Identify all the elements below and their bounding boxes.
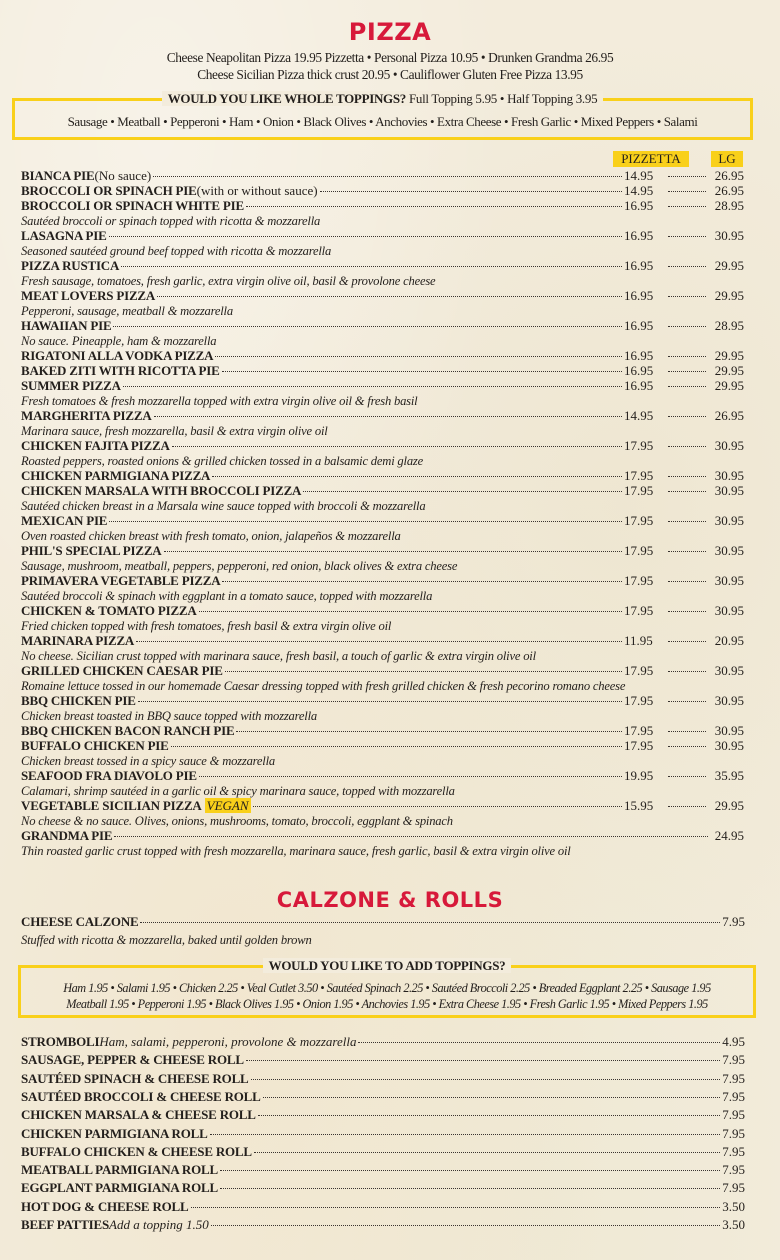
price-pizzetta: 16.95: [624, 288, 654, 303]
dotted-leader: [668, 776, 706, 777]
menu-item-name: CHICKEN PARMIGIANA ROLL: [21, 1125, 208, 1141]
pizza-item-row: [21, 483, 744, 498]
menu-item-name: BUFFALO CHICKEN PIE: [21, 738, 169, 753]
dotted-leader: [211, 1225, 721, 1226]
roll-item-row: [21, 1089, 745, 1104]
pizza-item-row: [21, 378, 744, 393]
dotted-leader: [668, 491, 706, 492]
dotted-leader: [212, 476, 622, 477]
price-pizzetta: 17.95: [624, 543, 654, 558]
price-pizzetta: 17.95: [624, 513, 654, 528]
price-large: 28.95: [714, 198, 744, 213]
dotted-leader: [668, 191, 706, 192]
menu-item-name: HOT DOG & CHEESE ROLL: [21, 1198, 189, 1214]
price-large: 29.95: [714, 378, 744, 393]
dotted-leader: [263, 1097, 721, 1098]
pizza-item-row: [21, 198, 744, 213]
price-large: 29.95: [714, 798, 744, 813]
roll-item-row: [21, 1199, 745, 1214]
dotted-leader: [668, 266, 706, 267]
menu-item-name: PIZZA RUSTICA: [21, 258, 120, 273]
dotted-leader: [668, 356, 706, 357]
dotted-leader: [199, 776, 622, 777]
dotted-leader: [220, 1170, 720, 1171]
menu-item-name: LASAGNA PIE: [21, 228, 107, 243]
dotted-leader: [140, 922, 720, 923]
menu-item-price: 7.95: [722, 1125, 745, 1141]
menu-item-price: 7.95: [722, 1180, 745, 1196]
price-pizzetta: 17.95: [624, 438, 654, 453]
menu-item-name: BAKED ZITI WITH RICOTTA PIE: [21, 363, 220, 378]
dotted-leader: [668, 671, 706, 672]
price-large: 29.95: [714, 363, 744, 378]
menu-item-description: Stuffed with ricotta & mozzarella, baked until golden brown: [21, 933, 312, 947]
whole-toppings-list: Sausage • Meatball • Pepperoni • Ham • Onion • Black Olives • Anchovies • Extra Cheese • Fresh Garlic • Mixed Peppers • Salami: [67, 114, 698, 129]
price-pizzetta: 17.95: [624, 468, 654, 483]
menu-item-description: Chicken breast tossed in a spicy sauce & mozzarella: [21, 754, 275, 768]
dotted-leader: [114, 836, 708, 837]
pizza-item-row: [21, 168, 744, 183]
pizza-item-row: [21, 288, 744, 303]
menu-item-description: Sausage, mushroom, meatball, peppers, pepperoni, red onion, black olives & extra cheese: [21, 559, 458, 573]
pizza-item-row: [21, 693, 744, 708]
price-pizzetta: 16.95: [624, 378, 654, 393]
dotted-leader: [113, 326, 622, 327]
menu-item-name: BUFFALO CHICKEN & CHEESE ROLL: [21, 1143, 252, 1159]
price-large: 29.95: [714, 348, 744, 363]
menu-item-note: (with or without sauce): [196, 183, 318, 198]
menu-item-name: RIGATONI ALLA VODKA PIZZA: [21, 348, 214, 363]
menu-item-row: [21, 914, 745, 929]
menu-item-description: Fried chicken topped with fresh tomatoes, fresh basil & extra virgin olive oil: [21, 619, 392, 633]
menu-item-description: Sautéed broccoli & spinach with eggplant in a tomato sauce, topped with mozzarella: [21, 589, 433, 603]
price-large: 30.95: [714, 663, 744, 678]
menu-item-description: Fresh sausage, tomatoes, fresh garlic, extra virgin olive oil, basil & provolone cheese: [21, 274, 436, 288]
pizza-item-row: [21, 468, 744, 483]
menu-item-name: MEATBALL PARMIGIANA ROLL: [21, 1162, 218, 1178]
menu-item-description: Fresh tomatoes & fresh mozzarella topped with extra virgin olive oil & fresh basil: [21, 394, 418, 408]
menu-item-name: CHEESE CALZONE: [21, 914, 139, 929]
dotted-leader: [251, 1079, 721, 1080]
roll-item-row: [21, 1107, 745, 1122]
price-large: 30.95: [714, 723, 744, 738]
menu-item-name: BROCCOLI OR SPINACH WHITE PIE: [21, 198, 244, 213]
whole-toppings-prices: Full Topping 5.95 • Half Topping 3.95: [406, 91, 598, 106]
menu-item-note: (No sauce): [94, 168, 152, 183]
dotted-leader: [668, 611, 706, 612]
dotted-leader: [225, 671, 622, 672]
price-pizzetta: 16.95: [624, 363, 654, 378]
menu-item-price: 7.95: [722, 1052, 745, 1068]
dotted-leader: [668, 236, 706, 237]
menu-item-name: BROCCOLI OR SPINACH PIE: [21, 183, 197, 198]
pizza-item-row: [21, 798, 744, 813]
menu-item-price: 7.95: [722, 914, 745, 929]
dotted-leader: [358, 1042, 720, 1043]
roll-item-row: [21, 1126, 745, 1141]
pizza-item-row: [21, 573, 744, 588]
price-large: 26.95: [714, 408, 744, 423]
calzone-section-title: CALZONE & ROLLS: [276, 888, 504, 912]
dotted-leader: [210, 1134, 721, 1135]
menu-item-price: 4.95: [722, 1034, 745, 1049]
menu-item-name: MARINARA PIZZA: [21, 633, 135, 648]
dotted-leader: [109, 236, 622, 237]
price-large: 28.95: [714, 318, 744, 333]
menu-item-description: Romaine lettuce tossed in our homemade Caesar dressing topped with fresh grilled chicken & fresh pecorino romano cheese: [21, 679, 626, 693]
dotted-leader: [109, 521, 622, 522]
pizza-item-row: [21, 603, 744, 618]
menu-item-description: Sautéed chicken breast in a Marsala wine sauce topped with broccoli & mozzarella: [21, 499, 426, 513]
price-pizzetta: 17.95: [624, 723, 654, 738]
price-pizzetta: 17.95: [624, 573, 654, 588]
menu-item-description: Thin roasted garlic crust topped with fresh mozzarella, marinara sauce, fresh garlic, basil & extra virgin olive oil: [21, 844, 571, 858]
roll-item-row: [21, 1144, 745, 1159]
roll-item-row: [21, 1162, 745, 1177]
menu-item-description: Marinara sauce, fresh mozzarella, basil & extra virgin olive oil: [21, 424, 328, 438]
pizza-item-row: [21, 738, 744, 753]
pizza-item-row: [21, 228, 744, 243]
dotted-leader: [668, 416, 706, 417]
price-large: 30.95: [714, 603, 744, 618]
price-pizzetta: 17.95: [624, 738, 654, 753]
price-pizzetta: 16.95: [624, 228, 654, 243]
add-toppings-caption: [21, 958, 753, 974]
menu-item-description: Seasoned sautéed ground beef topped with ricotta & mozzarella: [21, 244, 332, 258]
price-large: 24.95: [714, 828, 744, 843]
price-large: 30.95: [714, 483, 744, 498]
price-pizzetta: 14.95: [624, 168, 654, 183]
menu-item-description: Calamari, shrimp sautéed in a garlic oil & spicy marinara sauce, topped with mozzarella: [21, 784, 455, 798]
menu-item-name: PRIMAVERA VEGETABLE PIZZA: [21, 573, 221, 588]
whole-toppings-question: WOULD YOU LIKE WHOLE TOPPINGS?: [167, 91, 406, 106]
column-header-pizzetta: PIZZETTA: [613, 151, 689, 167]
roll-item-row: [21, 1071, 745, 1086]
add-toppings-box: [18, 958, 756, 1018]
menu-item-name: VEGETABLE SICILIAN PIZZA: [21, 798, 202, 813]
menu-item-price: 3.50: [722, 1217, 745, 1232]
menu-item-price: 7.95: [722, 1088, 745, 1104]
pizza-item-row: [21, 768, 744, 783]
roll-item-row: [21, 1052, 745, 1067]
price-large: 30.95: [714, 228, 744, 243]
menu-item-name: SAUTÉED BROCCOLI & CHEESE ROLL: [21, 1088, 261, 1104]
dotted-leader: [668, 521, 706, 522]
menu-item-price: 7.95: [722, 1107, 745, 1123]
menu-item-name: MEXICAN PIE: [21, 513, 108, 528]
dotted-leader: [136, 641, 622, 642]
pizza-item-row: [21, 543, 744, 558]
menu-item-name: CHICKEN PARMIGIANA PIZZA: [21, 468, 211, 483]
price-large: 29.95: [714, 288, 744, 303]
pizza-item-row: [21, 183, 744, 198]
dotted-leader: [668, 446, 706, 447]
price-large: 30.95: [714, 543, 744, 558]
pizza-item-row: [21, 828, 744, 843]
dotted-leader: [164, 551, 623, 552]
dotted-leader: [222, 371, 622, 372]
pizza-item-row: [21, 438, 744, 453]
price-large: 29.95: [714, 258, 744, 273]
pizza-item-row: [21, 318, 744, 333]
add-toppings-list: Ham 1.95 • Salami 1.95 • Chicken 2.25 • Veal Cutlet 3.50 • Sautéed Spinach 2.25 • Sautéed Broccoli 2.25 • Breaded Eggplant 2.25 • Sausage 1.95: [63, 981, 711, 995]
menu-item-description: No cheese & no sauce. Olives, onions, mushrooms, tomato, broccoli, eggplant & spinach: [21, 814, 453, 828]
menu-item-note: Ham, salami, pepperoni, provolone & mozzarella: [99, 1034, 357, 1049]
pizza-item-row: [21, 408, 744, 423]
dotted-leader: [254, 1152, 720, 1153]
menu-item-note: Add a topping 1.50: [109, 1217, 209, 1232]
dotted-leader: [668, 731, 706, 732]
menu-item-price: 7.95: [722, 1162, 745, 1178]
roll-item-row: [21, 1180, 745, 1195]
dotted-leader: [668, 551, 706, 552]
pizza-item-row: [21, 348, 744, 363]
dotted-leader: [121, 266, 622, 267]
dotted-leader: [246, 1060, 720, 1061]
dotted-leader: [215, 356, 622, 357]
price-pizzetta: 11.95: [624, 633, 653, 648]
pizza-item-row: [21, 258, 744, 273]
menu-item-description: Roasted peppers, roasted onions & grilled chicken tossed in a balsamic demi glaze: [21, 454, 424, 468]
price-pizzetta: 15.95: [624, 798, 654, 813]
pizza-item-row: [21, 723, 744, 738]
price-large: 30.95: [714, 438, 744, 453]
menu-item-price: 7.95: [722, 1143, 745, 1159]
menu-item-description: Oven roasted chicken breast with fresh tomato, onion, jalapeños & mozzarella: [21, 529, 401, 543]
dotted-leader: [153, 176, 622, 177]
menu-item-description: No cheese. Sicilian crust topped with marinara sauce, fresh basil, a touch of garlic & extra virgin olive oil: [21, 649, 536, 663]
dotted-leader: [138, 701, 622, 702]
menu-item-description: Pepperoni, sausage, meatball & mozzarella: [21, 304, 233, 318]
price-pizzetta: 17.95: [624, 693, 654, 708]
menu-item-name: CHICKEN MARSALA & CHEESE ROLL: [21, 1107, 256, 1123]
roll-item-row: [21, 1217, 745, 1232]
menu-item-name: MARGHERITA PIZZA: [21, 408, 152, 423]
pizza-intro-line: Cheese Neapolitan Pizza 19.95 Pizzetta • Personal Pizza 10.95 • Drunken Grandma 26.95: [166, 50, 614, 65]
price-large: 30.95: [714, 468, 744, 483]
dotted-leader: [668, 701, 706, 702]
dotted-leader: [668, 176, 706, 177]
menu-item-name: CHICKEN & TOMATO PIZZA: [21, 603, 197, 618]
price-pizzetta: 17.95: [624, 603, 654, 618]
add-toppings-question: WOULD YOU LIKE TO ADD TOPPINGS?: [263, 958, 512, 973]
menu-item-name: BBQ CHICKEN PIE: [21, 693, 136, 708]
dotted-leader: [199, 611, 622, 612]
dotted-leader: [157, 296, 622, 297]
menu-item-name: GRILLED CHICKEN CAESAR PIE: [21, 663, 223, 678]
dotted-leader: [191, 1207, 721, 1208]
price-pizzetta: 16.95: [624, 258, 654, 273]
menu-item-description: Chicken breast toasted in BBQ sauce topped with mozzarella: [21, 709, 317, 723]
pizza-section-title: PIZZA: [348, 18, 432, 46]
menu-item-name: SAUTÉED SPINACH & CHEESE ROLL: [21, 1070, 249, 1086]
price-large: 26.95: [714, 183, 744, 198]
menu-item-price: 3.50: [722, 1198, 745, 1214]
pizza-item-row: [21, 513, 744, 528]
price-large: 26.95: [714, 168, 744, 183]
menu-item-name: BIANCA PIE: [21, 168, 95, 183]
price-pizzetta: 14.95: [624, 183, 654, 198]
dotted-leader: [668, 296, 706, 297]
dotted-leader: [303, 491, 622, 492]
menu-item-name: SEAFOOD FRA DIAVOLO PIE: [21, 768, 197, 783]
dotted-leader: [668, 371, 706, 372]
menu-item-name: SAUSAGE, PEPPER & CHEESE ROLL: [21, 1052, 244, 1068]
dotted-leader: [154, 416, 622, 417]
price-large: 30.95: [714, 573, 744, 588]
dotted-leader: [236, 731, 622, 732]
dotted-leader: [258, 1115, 721, 1116]
dotted-leader: [668, 641, 706, 642]
roll-item-row: [21, 1034, 745, 1049]
price-large: 35.95: [714, 768, 744, 783]
dotted-leader: [668, 476, 706, 477]
menu-item-name: GRANDMA PIE: [21, 828, 113, 843]
add-toppings-list: Meatball 1.95 • Pepperoni 1.95 • Black Olives 1.95 • Onion 1.95 • Anchovies 1.95 • Extra Cheese 1.95 • Fresh Garlic 1.95 • Mixed Peppers 1.95: [66, 997, 708, 1011]
dotted-leader: [222, 581, 622, 582]
dotted-leader: [668, 206, 706, 207]
price-pizzetta: 16.95: [624, 318, 654, 333]
menu-item-name: SUMMER PIZZA: [21, 378, 121, 393]
price-large: 30.95: [714, 693, 744, 708]
price-pizzetta: 17.95: [624, 663, 654, 678]
dotted-leader: [172, 446, 622, 447]
price-large: 30.95: [714, 738, 744, 753]
menu-item-name: CHICKEN FAJITA PIZZA: [21, 438, 170, 453]
price-pizzetta: 16.95: [624, 198, 654, 213]
menu-item-name: MEAT LOVERS PIZZA: [21, 288, 156, 303]
pizza-intro-line: Cheese Sicilian Pizza thick crust 20.95 • Cauliflower Gluten Free Pizza 13.95: [197, 67, 583, 82]
pizza-item-row: [21, 363, 744, 378]
menu-item-description: Sautéed broccoli or spinach topped with ricotta & mozzarella: [21, 214, 321, 228]
dotted-leader: [668, 806, 706, 807]
dotted-leader: [668, 386, 706, 387]
price-pizzetta: 16.95: [624, 348, 654, 363]
pizza-item-row: [21, 633, 744, 648]
dotted-leader: [668, 581, 706, 582]
dotted-leader: [220, 1188, 720, 1189]
price-pizzetta: 17.95: [624, 483, 654, 498]
price-large: 20.95: [714, 633, 744, 648]
dotted-leader: [246, 206, 622, 207]
dotted-leader: [253, 806, 622, 807]
whole-toppings-box: [12, 91, 753, 140]
price-pizzetta: 14.95: [624, 408, 654, 423]
dotted-leader: [123, 386, 622, 387]
menu-item-name: BBQ CHICKEN BACON RANCH PIE: [21, 723, 235, 738]
menu-item-name: PHIL'S SPECIAL PIZZA: [21, 543, 162, 558]
whole-toppings-caption: [15, 91, 750, 107]
menu-item-name: HAWAIIAN PIE: [21, 318, 112, 333]
menu-item-name: STROMBOLI: [21, 1034, 100, 1049]
column-header-large: LG: [711, 151, 743, 167]
menu-item-price: 7.95: [722, 1070, 745, 1086]
menu-item-name: CHICKEN MARSALA WITH BROCCOLI PIZZA: [21, 483, 302, 498]
dotted-leader: [171, 746, 622, 747]
dotted-leader: [320, 191, 622, 192]
price-pizzetta: 19.95: [624, 768, 654, 783]
dotted-leader: [668, 326, 706, 327]
vegan-badge: VEGAN: [206, 798, 249, 813]
dotted-leader: [668, 746, 706, 747]
pizza-item-row: [21, 663, 744, 678]
price-large: 30.95: [714, 513, 744, 528]
menu-item-description: No sauce. Pineapple, ham & mozzarella: [21, 334, 217, 348]
menu-item-name: BEEF PATTIES: [21, 1217, 110, 1232]
menu-item-name: EGGPLANT PARMIGIANA ROLL: [21, 1180, 218, 1196]
